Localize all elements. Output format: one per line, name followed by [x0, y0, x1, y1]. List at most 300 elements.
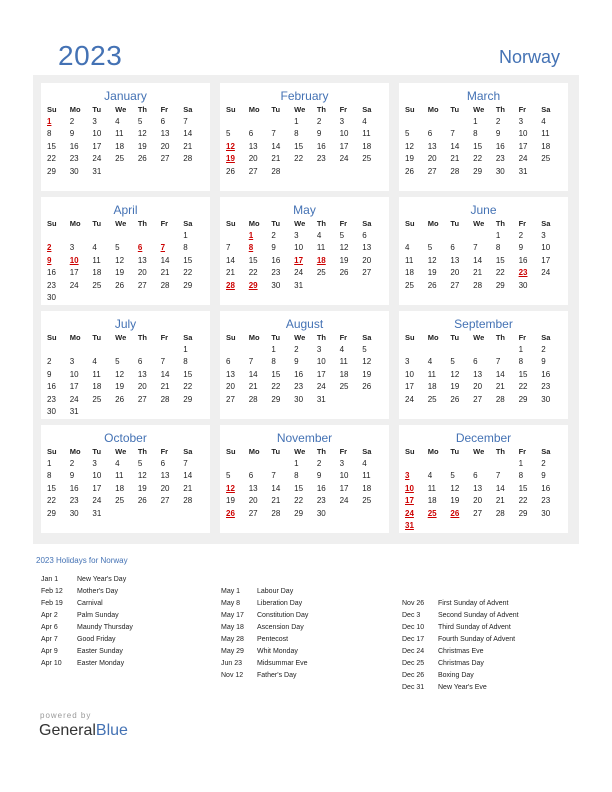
- weekday-label: Mo: [427, 333, 439, 342]
- day-cell: 24: [339, 154, 349, 164]
- holidays-column-2: [221, 586, 308, 682]
- week-row: [399, 166, 568, 178]
- empty-day-cell: [340, 280, 363, 292]
- day-cell: 24: [339, 496, 349, 506]
- weekday-label: Th: [137, 219, 148, 228]
- weekday-label: Su: [226, 333, 236, 342]
- holiday-date: Apr 6: [41, 624, 58, 631]
- week-row: [41, 369, 210, 381]
- holiday-name: Whit Monday: [257, 648, 298, 655]
- holiday-day-cell: 24: [405, 508, 414, 518]
- day-cell: 1: [294, 117, 299, 126]
- day-cell: 9: [541, 471, 546, 481]
- day-cell: 3: [405, 357, 410, 367]
- day-cell: 19: [226, 496, 235, 506]
- empty-day-cell: [405, 458, 428, 470]
- weekday-label: Su: [47, 447, 57, 456]
- day-cell: 5: [362, 345, 367, 354]
- empty-day-cell: [183, 508, 206, 520]
- day-cell: 31: [316, 394, 326, 404]
- day-cell: 5: [115, 243, 120, 253]
- day-cell: 23: [316, 154, 326, 164]
- weekday-label: Th: [137, 447, 148, 456]
- day-cell: 14: [248, 369, 258, 379]
- holiday-date: May 8: [221, 600, 241, 607]
- week-row: [399, 242, 568, 254]
- week-row: [41, 255, 210, 267]
- day-cell: 25: [316, 268, 326, 278]
- day-cell: 6: [160, 459, 166, 468]
- day-cell: 4: [92, 243, 97, 253]
- empty-day-cell: [362, 394, 385, 406]
- empty-day-cell: [226, 344, 249, 356]
- empty-day-cell: [496, 458, 519, 470]
- weekday-header: [220, 218, 389, 230]
- weekday-label: Mo: [248, 333, 260, 342]
- day-cell: 11: [115, 471, 124, 481]
- day-cell: 25: [339, 382, 349, 392]
- day-cell: 18: [541, 141, 551, 151]
- weekday-label: Th: [316, 105, 327, 114]
- weekday-label: Fr: [339, 219, 348, 228]
- day-cell: 30: [541, 394, 551, 404]
- weekday-label: Fr: [160, 333, 169, 342]
- holiday-row: [221, 610, 308, 622]
- day-cell: 21: [248, 382, 258, 392]
- holiday-name: Ascension Day: [257, 624, 304, 631]
- day-cell: 12: [427, 255, 437, 265]
- day-cell: 7: [450, 129, 455, 139]
- empty-day-cell: [115, 406, 138, 418]
- day-cell: 1: [183, 345, 188, 354]
- week-row: [399, 394, 568, 406]
- day-cell: 31: [92, 166, 102, 176]
- empty-day-cell: [70, 344, 93, 356]
- holiday-date: Nov 26: [402, 600, 425, 607]
- day-cell: 3: [294, 231, 299, 240]
- day-cell: 5: [137, 459, 143, 468]
- weekday-label: Sa: [362, 219, 372, 228]
- day-cell: 17: [405, 382, 414, 392]
- day-cell: 10: [294, 243, 304, 253]
- day-cell: 27: [160, 154, 170, 164]
- weekday-label: Sa: [362, 105, 372, 114]
- week-row: [399, 267, 568, 279]
- day-cell: 20: [226, 382, 235, 392]
- day-cell: 22: [518, 496, 528, 506]
- day-cell: 5: [137, 117, 143, 126]
- holiday-row: [41, 586, 133, 598]
- day-cell: 22: [518, 382, 528, 392]
- holiday-day-cell: 2: [47, 243, 52, 253]
- day-cell: 15: [183, 255, 193, 265]
- day-cell: 14: [473, 255, 483, 265]
- holiday-day-cell: 26: [226, 508, 235, 518]
- week-row: [41, 230, 210, 242]
- day-cell: 22: [271, 382, 281, 392]
- empty-day-cell: [450, 520, 473, 532]
- empty-day-cell: [161, 406, 184, 418]
- day-cell: 15: [271, 369, 281, 379]
- weekday-label: Sa: [362, 333, 372, 342]
- weekday-label: Su: [405, 105, 415, 114]
- day-cell: 6: [248, 129, 254, 139]
- day-cell: 12: [450, 369, 460, 379]
- month-name: April: [113, 203, 138, 217]
- day-cell: 11: [92, 369, 101, 379]
- day-cell: 3: [339, 459, 345, 468]
- holiday-name: Christmas Day: [438, 660, 484, 667]
- holiday-row: [402, 670, 519, 682]
- weekday-label: Sa: [183, 333, 193, 342]
- holidays-column-3: [402, 598, 519, 694]
- day-cell: 14: [183, 471, 193, 481]
- week-row: [220, 344, 389, 356]
- day-cell: 3: [69, 357, 75, 367]
- day-cell: 29: [473, 166, 483, 176]
- weekday-header: [399, 332, 568, 344]
- day-cell: 15: [47, 141, 56, 151]
- day-cell: 27: [137, 394, 147, 404]
- day-cell: 15: [518, 483, 528, 493]
- day-cell: 14: [183, 129, 193, 139]
- day-cell: 28: [160, 394, 170, 404]
- weekday-label: Th: [316, 333, 327, 342]
- holiday-day-cell: 10: [69, 255, 79, 265]
- empty-day-cell: [541, 166, 564, 178]
- day-cell: 17: [541, 255, 551, 265]
- holiday-day-cell: 17: [405, 496, 414, 506]
- day-cell: 24: [316, 382, 326, 392]
- month-october: [41, 425, 210, 533]
- day-cell: 4: [339, 345, 345, 354]
- day-cell: 8: [518, 357, 524, 367]
- weekday-label: Tu: [92, 105, 102, 114]
- month-december: [399, 425, 568, 533]
- weekday-label: Th: [495, 333, 506, 342]
- empty-day-cell: [340, 166, 363, 178]
- day-cell: 23: [495, 154, 505, 164]
- weekday-header: [399, 446, 568, 458]
- holiday-row: [402, 646, 519, 658]
- holiday-row: [41, 574, 133, 586]
- week-row: [41, 267, 210, 279]
- holiday-date: Jan 1: [41, 576, 59, 583]
- empty-day-cell: [138, 344, 161, 356]
- empty-day-cell: [450, 344, 473, 356]
- day-cell: 15: [495, 255, 505, 265]
- day-cell: 21: [271, 154, 281, 164]
- holiday-name: Pentecost: [257, 636, 289, 643]
- empty-day-cell: [249, 344, 272, 356]
- empty-day-cell: [271, 458, 294, 470]
- holiday-date: Apr 2: [41, 612, 58, 619]
- holiday-name: Constitution Day: [257, 612, 309, 619]
- day-cell: 6: [362, 231, 367, 240]
- day-cell: 19: [450, 496, 460, 506]
- empty-day-cell: [226, 230, 249, 242]
- day-cell: 21: [271, 496, 281, 506]
- day-cell: 7: [473, 243, 478, 253]
- day-cell: 28: [495, 508, 505, 518]
- day-cell: 2: [271, 231, 276, 240]
- generalblue-logo[interactable]: [39, 722, 128, 740]
- holiday-name: Easter Monday: [77, 660, 125, 667]
- holidays-column-1: [41, 574, 133, 670]
- weekday-header: [220, 104, 389, 116]
- weekday-label: Su: [405, 333, 415, 342]
- day-cell: 23: [69, 496, 79, 506]
- month-april: [41, 197, 210, 305]
- holiday-day-cell: 26: [450, 508, 460, 518]
- day-cell: 9: [316, 129, 322, 139]
- empty-day-cell: [405, 116, 428, 128]
- day-cell: 13: [473, 483, 483, 493]
- holiday-row: [402, 634, 519, 646]
- day-cell: 13: [137, 369, 147, 379]
- day-cell: 22: [248, 268, 258, 278]
- day-cell: 21: [183, 141, 193, 151]
- month-august: [220, 311, 389, 419]
- day-cell: 19: [137, 483, 147, 493]
- day-cell: 31: [518, 166, 528, 176]
- day-cell: 18: [339, 369, 349, 379]
- day-cell: 8: [183, 357, 188, 367]
- day-cell: 26: [427, 280, 437, 290]
- weekday-label: Tu: [450, 219, 460, 228]
- weekday-header: [41, 446, 210, 458]
- day-cell: 21: [495, 382, 505, 392]
- holiday-name: Maundy Thursday: [77, 624, 133, 631]
- day-cell: 1: [518, 459, 524, 468]
- day-cell: 18: [115, 483, 125, 493]
- week-row: [399, 141, 568, 153]
- week-row: [41, 394, 210, 406]
- weekday-label: Mo: [248, 447, 260, 456]
- empty-day-cell: [138, 292, 161, 304]
- day-cell: 2: [316, 117, 322, 126]
- holiday-day-cell: 9: [47, 255, 52, 265]
- day-cell: 30: [294, 394, 304, 404]
- holiday-row: [41, 598, 133, 610]
- day-cell: 8: [47, 471, 52, 481]
- day-cell: 29: [271, 394, 281, 404]
- weekday-label: Sa: [183, 219, 193, 228]
- holiday-name: Easter Sunday: [77, 648, 123, 655]
- day-cell: 17: [339, 141, 349, 151]
- weekday-label: Tu: [450, 105, 460, 114]
- weekday-header: [399, 104, 568, 116]
- day-cell: 28: [271, 166, 281, 176]
- day-cell: 23: [541, 496, 551, 506]
- day-cell: 5: [450, 357, 455, 367]
- day-cell: 22: [294, 496, 304, 506]
- day-cell: 24: [405, 394, 414, 404]
- day-cell: 1: [495, 231, 501, 240]
- day-cell: 11: [427, 369, 437, 379]
- day-cell: 11: [92, 255, 101, 265]
- holiday-day-cell: 10: [405, 483, 414, 493]
- holiday-day-cell: 1: [248, 231, 254, 240]
- day-cell: 11: [362, 129, 371, 139]
- day-cell: 16: [47, 382, 56, 392]
- weekday-label: Sa: [183, 447, 193, 456]
- day-cell: 7: [160, 357, 166, 367]
- week-row: [399, 255, 568, 267]
- day-cell: 27: [226, 394, 235, 404]
- month-june: [399, 197, 568, 305]
- empty-day-cell: [362, 508, 385, 520]
- empty-day-cell: [183, 292, 206, 304]
- weekday-label: Tu: [92, 333, 102, 342]
- day-cell: 15: [518, 369, 528, 379]
- empty-day-cell: [92, 406, 115, 418]
- day-cell: 11: [405, 255, 414, 265]
- empty-day-cell: [138, 508, 161, 520]
- empty-day-cell: [183, 166, 206, 178]
- day-cell: 25: [362, 154, 372, 164]
- day-cell: 13: [248, 483, 258, 493]
- month-name: February: [280, 89, 329, 103]
- day-cell: 7: [495, 357, 501, 367]
- holiday-date: Apr 9: [41, 648, 58, 655]
- holiday-name: New Year's Eve: [438, 684, 487, 691]
- day-cell: 20: [137, 382, 147, 392]
- weekday-label: Th: [316, 219, 327, 228]
- day-cell: 5: [339, 231, 345, 240]
- holiday-row: [41, 622, 133, 634]
- day-cell: 21: [160, 268, 170, 278]
- empty-day-cell: [541, 520, 564, 532]
- day-cell: 12: [362, 357, 372, 367]
- day-cell: 23: [294, 382, 304, 392]
- month-name: July: [114, 317, 137, 331]
- day-cell: 7: [183, 117, 188, 126]
- empty-day-cell: [115, 344, 138, 356]
- day-cell: 2: [495, 117, 501, 126]
- day-cell: 4: [362, 117, 367, 126]
- holiday-name: Midsummar Eve: [257, 660, 308, 667]
- day-cell: 2: [69, 117, 75, 126]
- day-cell: 24: [92, 496, 102, 506]
- day-cell: 21: [495, 496, 505, 506]
- day-cell: 2: [316, 459, 322, 468]
- weekday-label: Th: [137, 105, 148, 114]
- week-row: [399, 153, 568, 165]
- week-row: [41, 153, 210, 165]
- empty-day-cell: [450, 230, 473, 242]
- day-cell: 19: [115, 382, 125, 392]
- day-cell: 25: [405, 280, 414, 290]
- day-cell: 18: [427, 382, 437, 392]
- week-row: [220, 280, 389, 292]
- week-row: [220, 394, 389, 406]
- empty-day-cell: [161, 292, 184, 304]
- holiday-date: Dec 3: [402, 612, 421, 619]
- holiday-name: New Year's Day: [77, 576, 127, 583]
- empty-day-cell: [519, 520, 542, 532]
- day-cell: 18: [405, 268, 414, 278]
- week-row: [399, 344, 568, 356]
- day-cell: 11: [316, 243, 326, 253]
- day-cell: 7: [248, 357, 254, 367]
- week-row: [399, 483, 568, 495]
- day-cell: 27: [248, 508, 258, 518]
- month-march: [399, 83, 568, 191]
- weekday-label: We: [473, 333, 485, 342]
- day-cell: 29: [47, 166, 56, 176]
- weekday-label: Fr: [160, 447, 169, 456]
- weekday-label: Tu: [450, 333, 460, 342]
- weekday-label: Sa: [362, 447, 372, 456]
- day-cell: 30: [69, 508, 79, 518]
- holiday-date: Dec 10: [402, 624, 425, 631]
- holiday-day-cell: 6: [137, 243, 143, 253]
- day-cell: 14: [271, 483, 281, 493]
- holiday-day-cell: 28: [226, 280, 235, 290]
- day-cell: 10: [405, 369, 414, 379]
- month-february: [220, 83, 389, 191]
- holiday-name: First Sunday of Advent: [438, 600, 509, 607]
- day-cell: 18: [92, 268, 102, 278]
- day-cell: 26: [450, 394, 460, 404]
- day-cell: 10: [518, 129, 528, 139]
- weekday-label: Mo: [248, 219, 260, 228]
- day-cell: 9: [541, 357, 546, 367]
- empty-day-cell: [496, 344, 519, 356]
- empty-day-cell: [428, 458, 451, 470]
- week-row: [220, 483, 389, 495]
- day-cell: 6: [450, 243, 455, 253]
- weekday-label: We: [473, 447, 485, 456]
- week-row: [41, 116, 210, 128]
- empty-day-cell: [47, 344, 70, 356]
- weekday-label: Sa: [541, 447, 551, 456]
- day-cell: 22: [294, 154, 304, 164]
- holiday-day-cell: 29: [248, 280, 258, 290]
- day-cell: 20: [473, 496, 483, 506]
- weekday-header: [399, 218, 568, 230]
- day-cell: 28: [271, 508, 281, 518]
- month-name: September: [454, 317, 513, 331]
- weekday-label: Mo: [427, 105, 439, 114]
- month-grid: [41, 83, 568, 533]
- day-cell: 26: [339, 268, 349, 278]
- holiday-row: [41, 658, 133, 670]
- day-cell: 5: [427, 243, 433, 253]
- day-cell: 9: [294, 357, 299, 367]
- day-cell: 9: [518, 243, 524, 253]
- day-cell: 11: [339, 357, 348, 367]
- empty-day-cell: [317, 280, 340, 292]
- calendar-panel: [33, 75, 579, 544]
- week-row: [399, 470, 568, 482]
- week-row: [220, 458, 389, 470]
- day-cell: 13: [450, 255, 460, 265]
- day-cell: 21: [183, 483, 193, 493]
- empty-day-cell: [450, 116, 473, 128]
- day-cell: 26: [115, 394, 125, 404]
- day-cell: 7: [271, 471, 276, 481]
- day-cell: 18: [362, 483, 372, 493]
- day-cell: 30: [47, 292, 56, 302]
- day-cell: 26: [226, 166, 235, 176]
- weekday-label: Fr: [339, 447, 348, 456]
- empty-day-cell: [92, 230, 115, 242]
- holiday-row: [221, 634, 308, 646]
- holiday-row: [41, 646, 133, 658]
- day-cell: 2: [541, 459, 546, 468]
